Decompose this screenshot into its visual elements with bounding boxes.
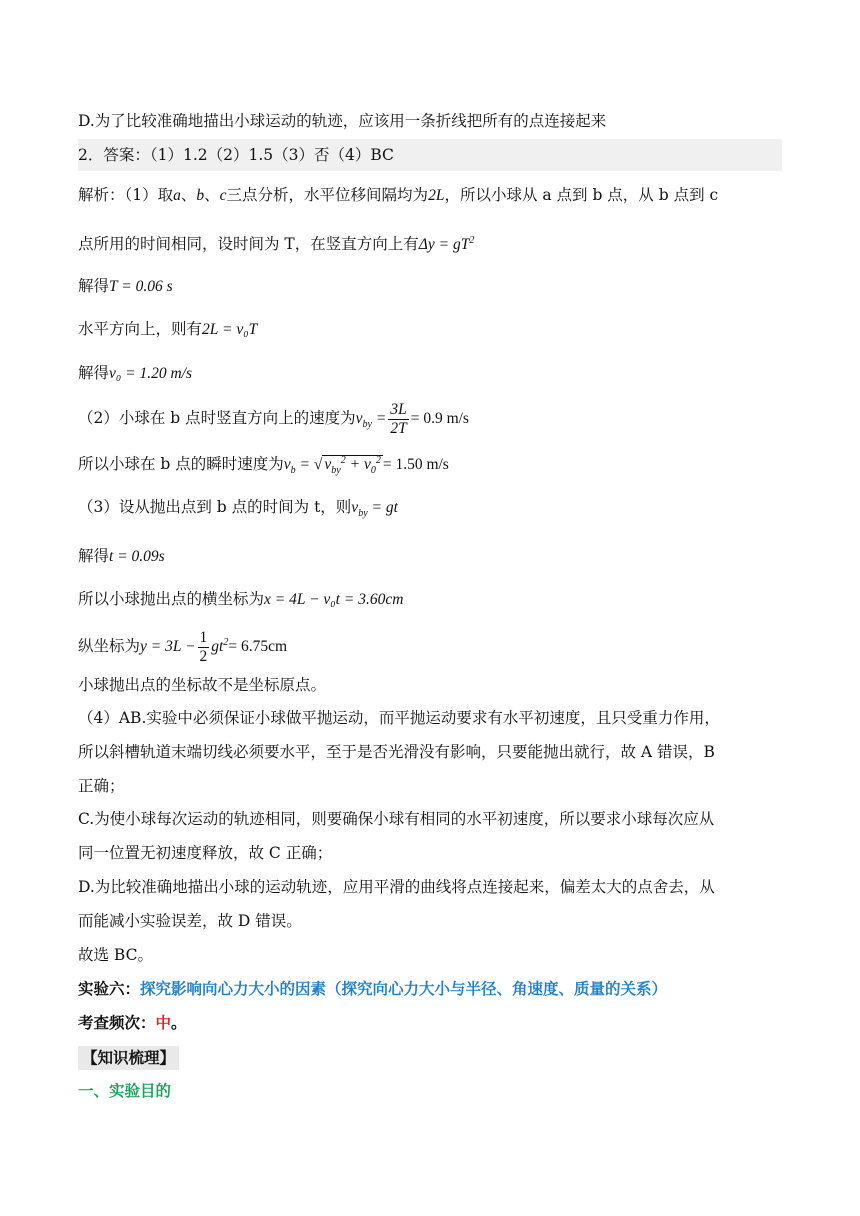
- part4-line-2: 所以斜槽轨道末端切线必须要水平，至于是否光滑没有影响，只要能抛出就行，故 A 错误，B: [78, 743, 715, 761]
- frequency-value: 中: [155, 1013, 172, 1032]
- equation: T = 0.06 s: [109, 278, 173, 295]
- knowledge-tag: 【知识梳理】: [78, 1046, 179, 1070]
- horizontal-line: 水平方向上，则有2L = v₀T: [78, 320, 258, 338]
- equation: = 1.50 m/s: [382, 456, 449, 474]
- x-coordinate-line: 所以小球抛出点的横坐标为x = 4L − v₀t = 3.60cm: [78, 590, 404, 608]
- analysis-text: 解析：（1）取: [78, 186, 174, 204]
- part3-line: （3）设从抛出点到 b 点的时间为 t，则$v_{by}$ = gt: [78, 498, 398, 520]
- part4-line-3: 正确；: [78, 777, 125, 795]
- analysis-text: ，所以小球从 a 点到 b 点，从 b 点到 c: [444, 186, 719, 204]
- analysis-text: 点所用的时间相同，设时间为 T，在竖直方向上有: [78, 235, 419, 254]
- solve-v0: 解得v₀ = 1.20 m/s: [78, 364, 193, 382]
- equation: x = 4L − v₀t = 3.60cm: [264, 591, 404, 608]
- option-d-text: D.为了比较准确地描出小球运动的轨迹，应该用一条折线把所有的点连接起来: [78, 112, 607, 130]
- section-heading: 一、实验目的: [78, 1081, 172, 1100]
- instant-velocity-line: 所以小球在 b 点的瞬时速度为$v_b$ = √ $v_{by}^2 + v_0^2 = 1.50$ m/s: [78, 455, 449, 477]
- equation: t = 0.09s: [109, 548, 165, 565]
- option-c-line-1: C.为使小球每次运动的轨迹相同，则要确保小球有相同的水平初速度，所以要求小球每次应从: [78, 810, 715, 828]
- experiment6-title: 探究影响向心力大小的因素（探究向心力大小与半径、角速度、质量的关系）: [140, 979, 668, 998]
- part2-line: （2）小球在 b 点时竖直方向上的速度为$v_{by}$ = $\frac{3L}{2T}$ = 0.9 m/s: [78, 400, 469, 437]
- analysis-text: 三点分析，水平位移间隔均为: [226, 186, 429, 204]
- solve-T: 解得T = 0.06 s: [78, 277, 173, 295]
- equation: = 6.75cm: [228, 638, 288, 656]
- analysis-line-2: 点所用的时间相同，设时间为 T，在竖直方向上有$\Delta y = gT^2$: [78, 235, 475, 254]
- conclusion-line: 小球抛出点的坐标故不是坐标原点。: [78, 676, 327, 694]
- part4-line-1: （4）AB.实验中必须保证小球做平抛运动，而平抛运动要求有水平初速度，且只受重力作用，: [78, 709, 720, 727]
- equation: = 0.9 m/s: [410, 410, 469, 427]
- solve-t: 解得t = 0.09s: [78, 547, 165, 565]
- option-c-line-2: 同一位置无初速度释放，故 C 正确；: [78, 844, 333, 862]
- analysis-line-1: 解析：（1）取a、b、c三点分析，水平位移间隔均为2L，所以小球从 a 点到 b 点，从 b 点到 c: [78, 186, 719, 204]
- y-coordinate-line: 纵坐标为y = 3L − $\frac{1}{2}$ $gt^2= 6.75cm$: [78, 628, 288, 665]
- option-d-line-2: 而能减小实验误差，故 D 错误。: [78, 912, 302, 930]
- frequency-line: 考查频次：中。: [78, 1013, 187, 1032]
- experiment6-heading: 实验六：探究影响向心力大小的因素（探究向心力大小与半径、角速度、质量的关系）: [78, 979, 668, 998]
- equation: 2L = v₀T: [202, 321, 258, 338]
- choose-line: 故选 BC。: [78, 946, 153, 964]
- equation: v₀ = 1.20 m/s: [109, 365, 193, 382]
- answer-line: 2．答案：（1）1.2（2）1.5（3）否（4）BC: [78, 146, 394, 164]
- option-d-line-1: D.为比较准确地描出小球的运动轨迹，应用平滑的曲线将点连接起来，偏差太大的点舍去，从: [78, 878, 715, 896]
